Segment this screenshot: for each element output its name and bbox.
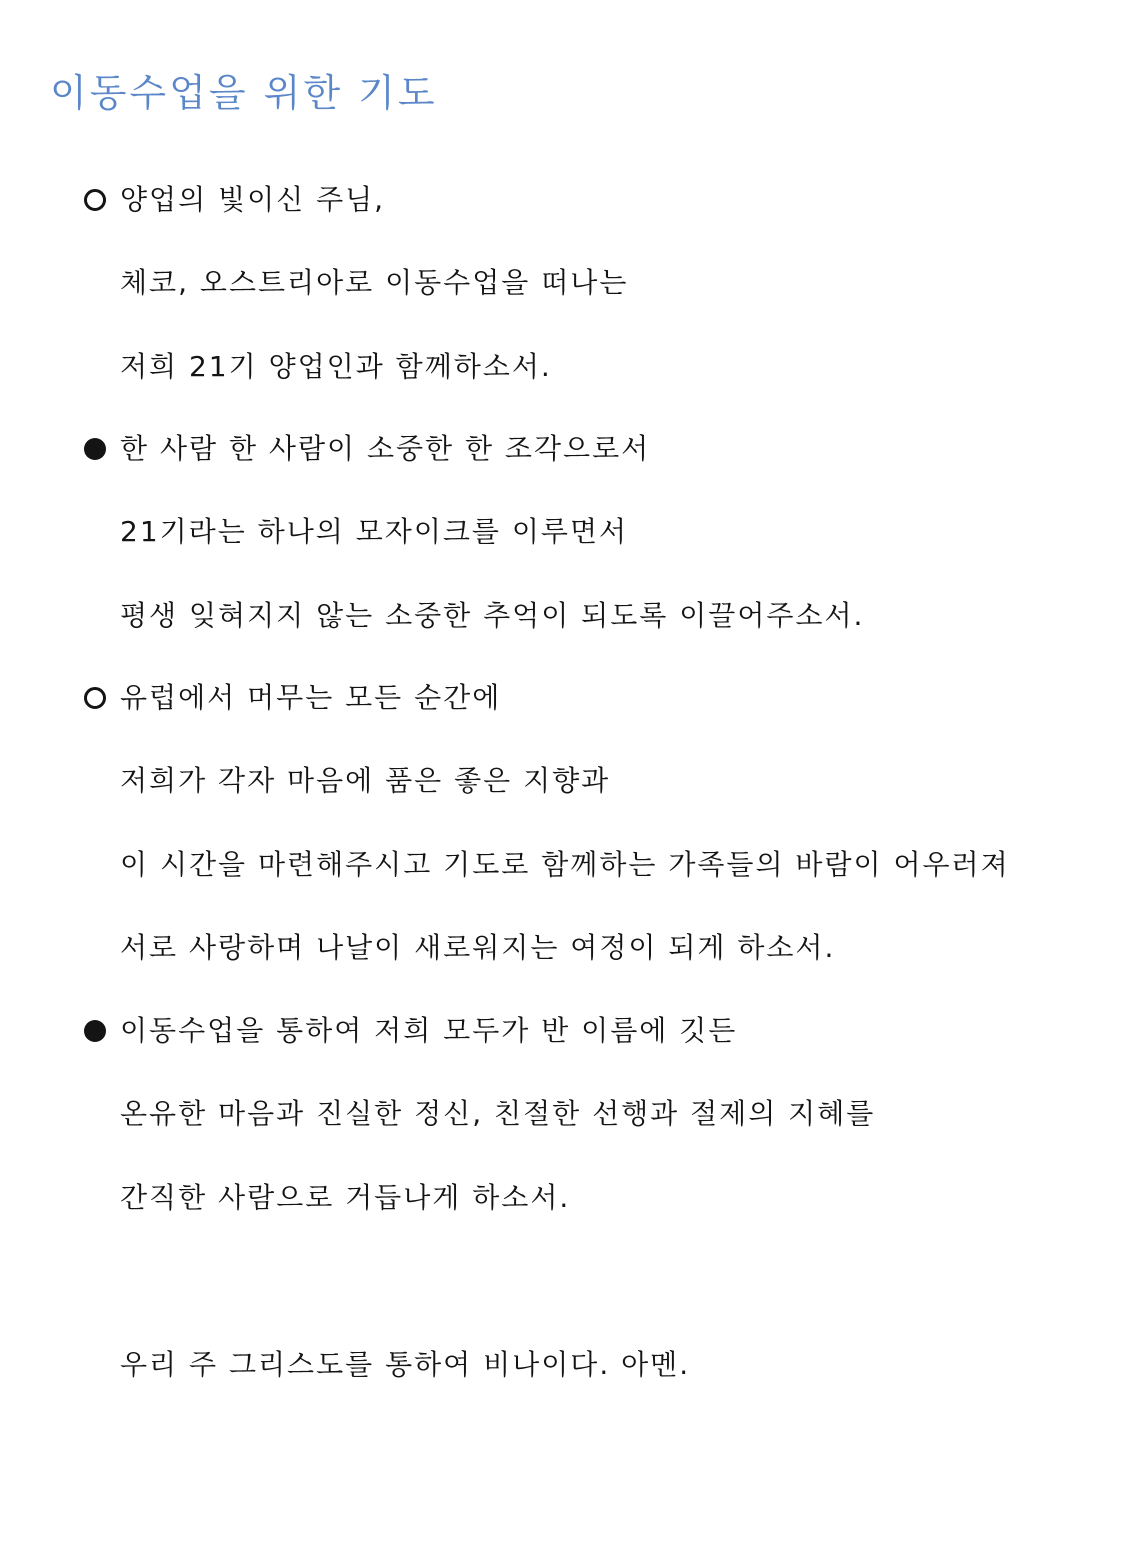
stanza-line: 한 사람 한 사람이 소중한 한 조각으로서 xyxy=(120,432,651,465)
closing-line: 우리 주 그리스도를 통하여 비나이다. 아멘. xyxy=(120,1348,691,1381)
filled-circle-bullet xyxy=(84,438,106,460)
open-circle-bullet xyxy=(84,189,106,211)
stanza-line: 온유한 마음과 진실한 정신, 친절한 선행과 절제의 지혜를 xyxy=(120,1097,876,1130)
stanza-line: 저희 21기 양업인과 함께하소서. xyxy=(120,350,552,383)
stanza-line: 간직한 사람으로 거듭나게 하소서. xyxy=(120,1181,571,1214)
open-circle-bullet xyxy=(84,687,106,709)
stanza-line: 21기라는 하나의 모자이크를 이루면서 xyxy=(120,515,629,548)
stanza-line: 평생 잊혀지지 않는 소중한 추억이 되도록 이끌어주소서. xyxy=(120,599,865,632)
stanza-line: 이 시간을 마련해주시고 기도로 함께하는 가족들의 바람이 어우러져 xyxy=(120,848,1010,881)
page-title: 이동수업을 위한 기도 xyxy=(50,71,438,115)
stanza-line: 체코, 오스트리아로 이동수업을 떠나는 xyxy=(120,266,629,299)
filled-circle-bullet xyxy=(84,1020,106,1042)
stanza-line: 양업의 빛이신 주님, xyxy=(120,183,386,216)
stanza-line: 저희가 각자 마음에 품은 좋은 지향과 xyxy=(120,764,611,797)
stanza-line: 서로 사랑하며 나날이 새로워지는 여정이 되게 하소서. xyxy=(120,931,836,964)
stanza-line: 이동수업을 통하여 저희 모두가 반 이름에 깃든 xyxy=(120,1014,738,1047)
stanza-line: 유럽에서 머무는 모든 순간에 xyxy=(120,681,502,714)
